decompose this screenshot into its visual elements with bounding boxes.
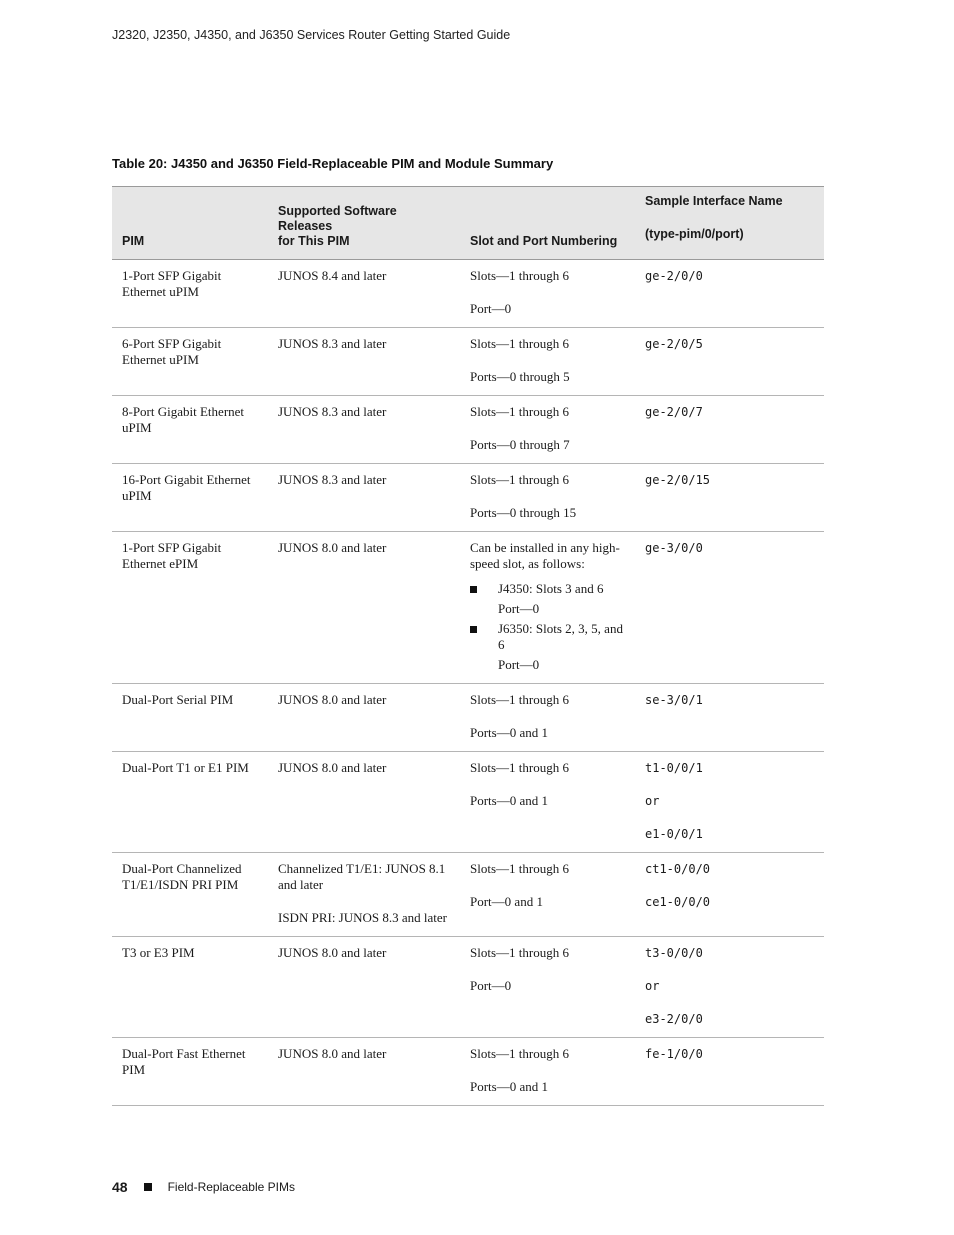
sample-interface-name: ce1-0/0/0 [645, 895, 711, 909]
bullet-subtext: Port—0 [498, 657, 540, 672]
table-row [112, 684, 824, 752]
sample-interface-cell [635, 853, 824, 937]
list-item [470, 621, 625, 673]
pim-name-cell [112, 328, 268, 396]
footer-square-bullet-icon [144, 1183, 152, 1191]
page-number: 48 [112, 1178, 128, 1195]
pim-name-cell [112, 853, 268, 937]
software-release: JUNOS 8.0 and later [278, 1046, 387, 1061]
pim-name: 6-Port SFP Gigabit Ethernet uPIM [122, 336, 222, 367]
table-row [112, 853, 824, 937]
slot-port-numbering: Slots—1 through 6 [470, 404, 569, 419]
software-release-cell [268, 853, 460, 937]
sample-interface-name: fe-1/0/0 [645, 1047, 703, 1061]
sample-interface-cell [635, 260, 824, 328]
slot-port-numbering-cell [460, 464, 635, 532]
pim-name-cell [112, 1038, 268, 1106]
sample-interface-name: t3-0/0/0 [645, 946, 703, 960]
square-bullet-icon [470, 586, 477, 593]
pim-name-cell [112, 752, 268, 853]
sample-interface-name: ge-3/0/0 [645, 541, 703, 555]
sample-interface-cell [635, 752, 824, 853]
slot-port-numbering-cell [460, 937, 635, 1038]
slot-port-numbering: Ports—0 through 7 [470, 437, 570, 452]
table-header-row [112, 187, 824, 260]
slot-port-numbering-cell [460, 328, 635, 396]
sample-interface-cell [635, 1038, 824, 1106]
table-body [112, 260, 824, 1106]
column-header-numbering: Slot and Port Numbering [460, 187, 635, 260]
slot-port-numbering: Port—0 [470, 978, 512, 993]
slot-port-numbering: Slots—1 through 6 [470, 472, 569, 487]
sample-interface-name: ge-2/0/7 [645, 405, 703, 419]
software-release: JUNOS 8.3 and later [278, 472, 387, 487]
slot-port-numbering: Ports—0 through 15 [470, 505, 577, 520]
sample-interface-cell [635, 464, 824, 532]
software-release: JUNOS 8.3 and later [278, 404, 387, 419]
bullet-text: J6350: Slots 2, 3, 5, and 6 [498, 621, 623, 652]
software-release: JUNOS 8.0 and later [278, 760, 387, 775]
table-row [112, 464, 824, 532]
pim-name-cell [112, 937, 268, 1038]
slot-port-numbering-cell [460, 532, 635, 684]
pim-name: Dual-Port Channelized T1/E1/ISDN PRI PIM [122, 861, 242, 892]
slot-port-numbering-cell [460, 752, 635, 853]
table-row [112, 532, 824, 684]
sample-interface-name: ge-2/0/5 [645, 337, 703, 351]
running-head: J2320, J2350, J4350, and J6350 Services Router Getting Started Guide [112, 28, 511, 42]
sample-interface-cell [635, 937, 824, 1038]
slot-port-numbering: Port—0 and 1 [470, 894, 543, 909]
slot-port-numbering: Slots—1 through 6 [470, 861, 569, 876]
table-row [112, 328, 824, 396]
sample-interface-name: ge-2/0/0 [645, 269, 703, 283]
software-release-cell [268, 752, 460, 853]
slot-port-numbering: Slots—1 through 6 [470, 268, 569, 283]
slot-port-numbering-cell [460, 396, 635, 464]
square-bullet-icon [470, 626, 477, 633]
pim-name: 1-Port SFP Gigabit Ethernet ePIM [122, 540, 222, 571]
software-release-cell [268, 396, 460, 464]
pim-name: 1-Port SFP Gigabit Ethernet uPIM [122, 268, 222, 299]
sample-interface-cell [635, 396, 824, 464]
software-release: JUNOS 8.0 and later [278, 945, 387, 960]
software-release-cell [268, 464, 460, 532]
table-row [112, 937, 824, 1038]
page-footer [112, 1178, 295, 1196]
pim-summary-table [112, 186, 824, 1106]
slot-port-numbering: Slots—1 through 6 [470, 760, 569, 775]
pim-name: T3 or E3 PIM [122, 945, 195, 960]
sample-interface-cell [635, 684, 824, 752]
sample-interface-name: e1-0/0/1 [645, 827, 703, 841]
software-release: JUNOS 8.0 and later [278, 540, 387, 555]
pim-name: Dual-Port Fast Ethernet PIM [122, 1046, 246, 1077]
software-release-cell [268, 328, 460, 396]
software-release: ISDN PRI: JUNOS 8.3 and later [278, 910, 447, 925]
sample-interface-cell [635, 532, 824, 684]
pim-name-cell [112, 532, 268, 684]
slot-port-numbering: Ports—0 and 1 [470, 793, 548, 808]
slot-port-numbering: Slots—1 through 6 [470, 945, 569, 960]
software-release-cell [268, 937, 460, 1038]
software-release: JUNOS 8.4 and later [278, 268, 387, 283]
bullet-subtext: Port—0 [498, 601, 540, 616]
slot-port-numbering: Ports—0 and 1 [470, 725, 548, 740]
pim-name-cell [112, 396, 268, 464]
software-release-cell [268, 1038, 460, 1106]
table-title: Table 20: J4350 and J6350 Field-Replaceable PIM and Module Summary [112, 156, 554, 171]
software-release-cell [268, 684, 460, 752]
slot-port-numbering: Slots—1 through 6 [470, 336, 569, 351]
column-header-pim: PIM [112, 187, 268, 260]
slot-port-numbering-cell [460, 1038, 635, 1106]
slot-port-numbering-cell [460, 853, 635, 937]
sample-interface-name: t1-0/0/1 [645, 761, 703, 775]
pim-name: Dual-Port Serial PIM [122, 692, 234, 707]
pim-name: Dual-Port T1 or E1 PIM [122, 760, 249, 775]
slot-port-numbering-intro: Can be installed in any high-speed slot, as follows: [470, 540, 620, 571]
table-row [112, 752, 824, 853]
slot-port-numbering: Port—0 [470, 301, 512, 316]
slot-port-numbering-cell [460, 684, 635, 752]
sample-interface-cell [635, 328, 824, 396]
slot-bullet-list [470, 581, 625, 673]
sample-interface-name: se-3/0/1 [645, 693, 703, 707]
slot-port-numbering-cell [460, 260, 635, 328]
slot-port-numbering: Slots—1 through 6 [470, 1046, 569, 1061]
software-release: JUNOS 8.0 and later [278, 692, 387, 707]
table-row [112, 260, 824, 328]
slot-port-numbering: Ports—0 through 5 [470, 369, 570, 384]
pim-name-cell [112, 260, 268, 328]
pim-name-cell [112, 464, 268, 532]
table-row [112, 1038, 824, 1106]
list-item [470, 581, 625, 617]
slot-port-numbering: Slots—1 through 6 [470, 692, 569, 707]
sample-interface-name: e3-2/0/0 [645, 1012, 703, 1026]
software-release: JUNOS 8.3 and later [278, 336, 387, 351]
column-header-sample: Sample Interface Name (type-pim/0/port) [635, 187, 824, 260]
sample-interface-name: ge-2/0/15 [645, 473, 711, 487]
sample-interface-name: ct1-0/0/0 [645, 862, 711, 876]
software-release-cell [268, 532, 460, 684]
pim-name-cell [112, 684, 268, 752]
footer-section-title: Field-Replaceable PIMs [167, 1179, 295, 1194]
bullet-text: J4350: Slots 3 and 6 [498, 581, 604, 596]
software-release: Channelized T1/E1: JUNOS 8.1 and later [278, 861, 446, 892]
pim-name: 16-Port Gigabit Ethernet uPIM [122, 472, 251, 503]
table-row [112, 396, 824, 464]
slot-port-numbering: Ports—0 and 1 [470, 1079, 548, 1094]
sample-interface-name: or [645, 979, 660, 993]
sample-interface-name: or [645, 794, 660, 808]
column-header-releases: Supported Software Releases for This PIM [268, 187, 460, 260]
software-release-cell [268, 260, 460, 328]
pim-name: 8-Port Gigabit Ethernet uPIM [122, 404, 245, 435]
